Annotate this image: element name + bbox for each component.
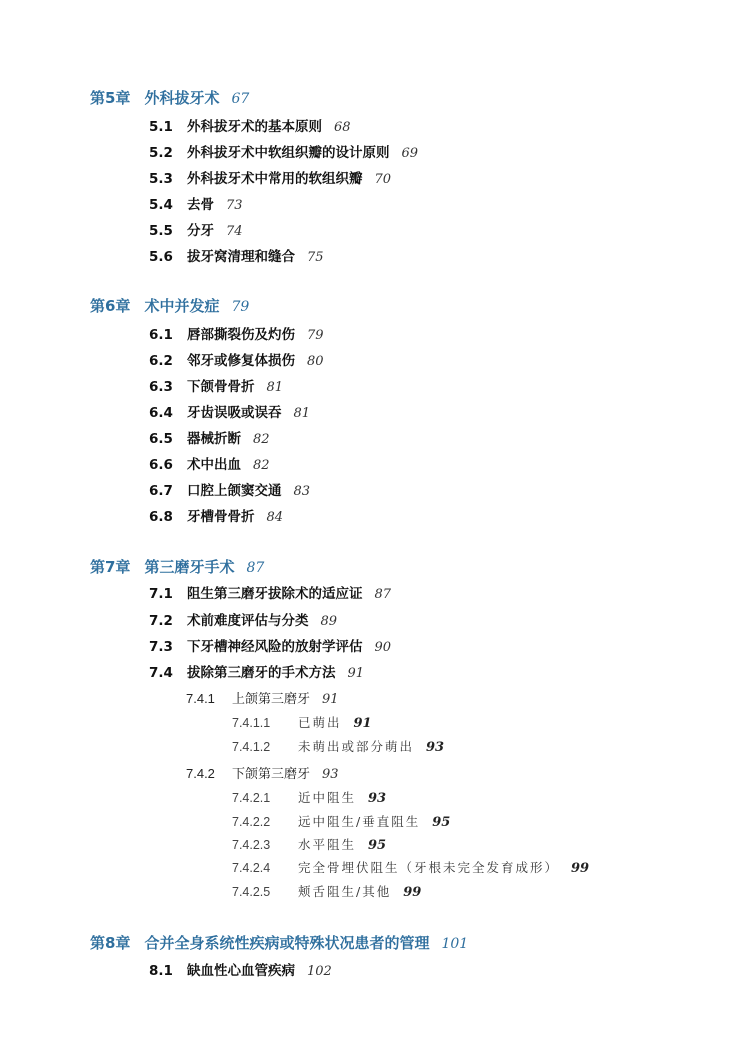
chapter-number: 第6章 — [90, 297, 131, 315]
subsubsection-number: 7.4.2.2 — [232, 815, 271, 829]
toc-section-6-5[interactable] — [149, 429, 270, 450]
section-number: 6.1 — [149, 327, 173, 343]
page-number: 69 — [401, 146, 419, 161]
subsection-number: 7.4.2 — [186, 766, 215, 781]
section-number: 6.7 — [149, 483, 173, 499]
chapter-title: 合并全身系统性疾病或特殊状况患者的管理 — [144, 934, 430, 952]
subsubsection-title: 水平阻生 — [298, 837, 357, 852]
page-number: 93 — [426, 740, 445, 755]
toc-subsection-7-4-1[interactable] — [186, 689, 339, 710]
section-number: 5.1 — [149, 119, 173, 135]
subsection-title: 下颌第三磨牙 — [232, 767, 311, 782]
toc-subsubsection-7-4-2-3[interactable] — [232, 835, 386, 856]
page-number: 89 — [320, 614, 338, 629]
page-number: 83 — [293, 484, 311, 499]
section-number: 6.2 — [149, 353, 173, 369]
page-number: 87 — [246, 560, 265, 576]
page-number: 102 — [307, 964, 332, 979]
page-number: 81 — [293, 406, 311, 421]
toc-section-7-4[interactable] — [149, 663, 364, 684]
page-number: 79 — [231, 299, 250, 315]
section-number: 7.3 — [149, 639, 173, 655]
page-number: 93 — [368, 791, 387, 806]
toc-section-7-3[interactable] — [149, 637, 391, 658]
toc-section-7-2[interactable] — [149, 611, 337, 632]
page-number: 81 — [266, 380, 284, 395]
toc-section-5-3[interactable] — [149, 169, 391, 190]
toc-subsection-7-4-2[interactable] — [186, 764, 339, 785]
toc-subsubsection-7-4-1-1[interactable] — [232, 713, 372, 734]
subsubsection-title: 完全骨埋伏阻生（牙根未完全发育成形） — [298, 860, 560, 875]
section-title: 器械折断 — [187, 431, 241, 447]
section-number: 5.3 — [149, 171, 173, 187]
chapter-number: 第5章 — [90, 89, 131, 107]
toc-section-5-4[interactable] — [149, 195, 243, 216]
page-number: 95 — [368, 838, 387, 853]
page-number: 95 — [432, 815, 451, 830]
toc-section-6-3[interactable] — [149, 377, 283, 398]
page-number: 91 — [353, 716, 372, 731]
section-title: 拔牙窝清理和缝合 — [187, 249, 295, 265]
toc-section-5-1[interactable] — [149, 117, 351, 138]
toc-subsubsection-7-4-2-5[interactable] — [232, 882, 421, 903]
toc-section-6-6[interactable] — [149, 455, 270, 476]
page-number: 91 — [347, 666, 365, 681]
section-title: 术前难度评估与分类 — [187, 613, 309, 629]
toc-section-5-6[interactable] — [149, 247, 324, 268]
subsection-title: 上颌第三磨牙 — [232, 692, 311, 707]
section-number: 6.5 — [149, 431, 173, 447]
page-number: 67 — [231, 91, 250, 107]
section-number: 6.4 — [149, 405, 173, 421]
section-number: 5.6 — [149, 249, 173, 265]
page-number: 75 — [307, 250, 324, 265]
section-number: 5.4 — [149, 197, 173, 213]
chapter-number: 第7章 — [90, 558, 131, 576]
section-number: 6.6 — [149, 457, 173, 473]
section-title: 去骨 — [187, 197, 214, 213]
section-number: 5.2 — [149, 145, 173, 161]
toc-section-6-1[interactable] — [149, 325, 324, 346]
subsubsection-title: 近中阻生 — [298, 790, 357, 805]
section-number: 7.1 — [149, 586, 173, 602]
page-number: 82 — [253, 458, 270, 473]
page-number: 73 — [226, 198, 243, 213]
section-number: 7.4 — [149, 665, 173, 681]
section-number: 6.3 — [149, 379, 173, 395]
section-title: 外科拔牙术的基本原则 — [187, 119, 322, 135]
subsubsection-title: 颊舌阻生/其他 — [298, 884, 392, 899]
toc-chapter-5[interactable] — [90, 88, 249, 109]
toc-section-6-4[interactable] — [149, 403, 310, 424]
subsubsection-number: 7.4.1.1 — [232, 716, 271, 730]
page-number: 82 — [253, 432, 270, 447]
subsubsection-number: 7.4.2.3 — [232, 838, 271, 852]
page-number: 68 — [334, 120, 351, 135]
toc-section-6-8[interactable] — [149, 507, 283, 528]
section-title: 缺血性心血管疾病 — [187, 963, 295, 979]
page-number: 91 — [322, 692, 339, 707]
page-number: 90 — [374, 640, 392, 655]
section-number: 6.8 — [149, 509, 173, 525]
section-title: 牙齿误吸或误吞 — [187, 405, 282, 421]
section-title: 口腔上颌窦交通 — [187, 483, 282, 499]
section-title: 阻生第三磨牙拔除术的适应证 — [187, 586, 363, 602]
section-title: 下牙槽神经风险的放射学评估 — [187, 639, 363, 655]
page-number: 84 — [266, 510, 284, 525]
subsubsection-number: 7.4.2.1 — [232, 791, 271, 805]
subsubsection-title: 未萌出或部分萌出 — [298, 739, 415, 754]
chapter-title: 术中并发症 — [144, 297, 220, 315]
section-title: 分牙 — [187, 223, 214, 239]
page-number: 87 — [374, 587, 392, 602]
page-number: 93 — [322, 767, 339, 782]
toc-section-8-1[interactable] — [149, 961, 332, 982]
subsubsection-title: 已萌出 — [298, 715, 342, 730]
toc-section-7-1[interactable] — [149, 584, 391, 605]
toc-section-6-2[interactable] — [149, 351, 324, 372]
page-number: 99 — [571, 861, 590, 876]
subsection-number: 7.4.1 — [186, 691, 215, 706]
page-number: 74 — [226, 224, 243, 239]
subsubsection-number: 7.4.2.5 — [232, 885, 271, 899]
chapter-title: 外科拔牙术 — [144, 89, 220, 107]
section-number: 5.5 — [149, 223, 173, 239]
toc-chapter-7[interactable] — [90, 557, 264, 578]
subsubsection-number: 7.4.2.4 — [232, 861, 271, 875]
section-title: 邻牙或修复体损伤 — [187, 353, 295, 369]
toc-subsubsection-7-4-2-2[interactable] — [232, 812, 450, 833]
subsubsection-title: 远中阻生/垂直阻生 — [298, 814, 421, 829]
chapter-number: 第8章 — [90, 934, 131, 952]
page-number: 101 — [441, 936, 469, 952]
section-title: 唇部撕裂伤及灼伤 — [187, 327, 295, 343]
section-title: 外科拔牙术中软组织瓣的设计原则 — [187, 145, 390, 161]
section-title: 下颌骨骨折 — [187, 379, 255, 395]
toc-section-5-5[interactable] — [149, 221, 243, 242]
page-number: 70 — [374, 172, 392, 187]
section-title: 拔除第三磨牙的手术方法 — [187, 665, 336, 681]
chapter-title: 第三磨牙手术 — [144, 558, 235, 576]
toc-section-5-2[interactable] — [149, 143, 418, 164]
page-number: 99 — [403, 885, 422, 900]
toc-section-6-7[interactable] — [149, 481, 310, 502]
toc-subsubsection-7-4-1-2[interactable] — [232, 737, 444, 758]
subsubsection-number: 7.4.1.2 — [232, 740, 271, 754]
page-number: 80 — [307, 354, 324, 369]
toc-chapter-8[interactable] — [90, 933, 468, 954]
toc-subsubsection-7-4-2-1[interactable] — [232, 788, 386, 809]
section-title: 外科拔牙术中常用的软组织瓣 — [187, 171, 363, 187]
toc-chapter-6[interactable] — [90, 296, 249, 317]
section-title: 术中出血 — [187, 457, 241, 473]
section-title: 牙槽骨骨折 — [187, 509, 255, 525]
toc-subsubsection-7-4-2-4[interactable] — [232, 858, 589, 879]
page-number: 79 — [307, 328, 324, 343]
section-number: 8.1 — [149, 963, 173, 979]
section-number: 7.2 — [149, 613, 173, 629]
